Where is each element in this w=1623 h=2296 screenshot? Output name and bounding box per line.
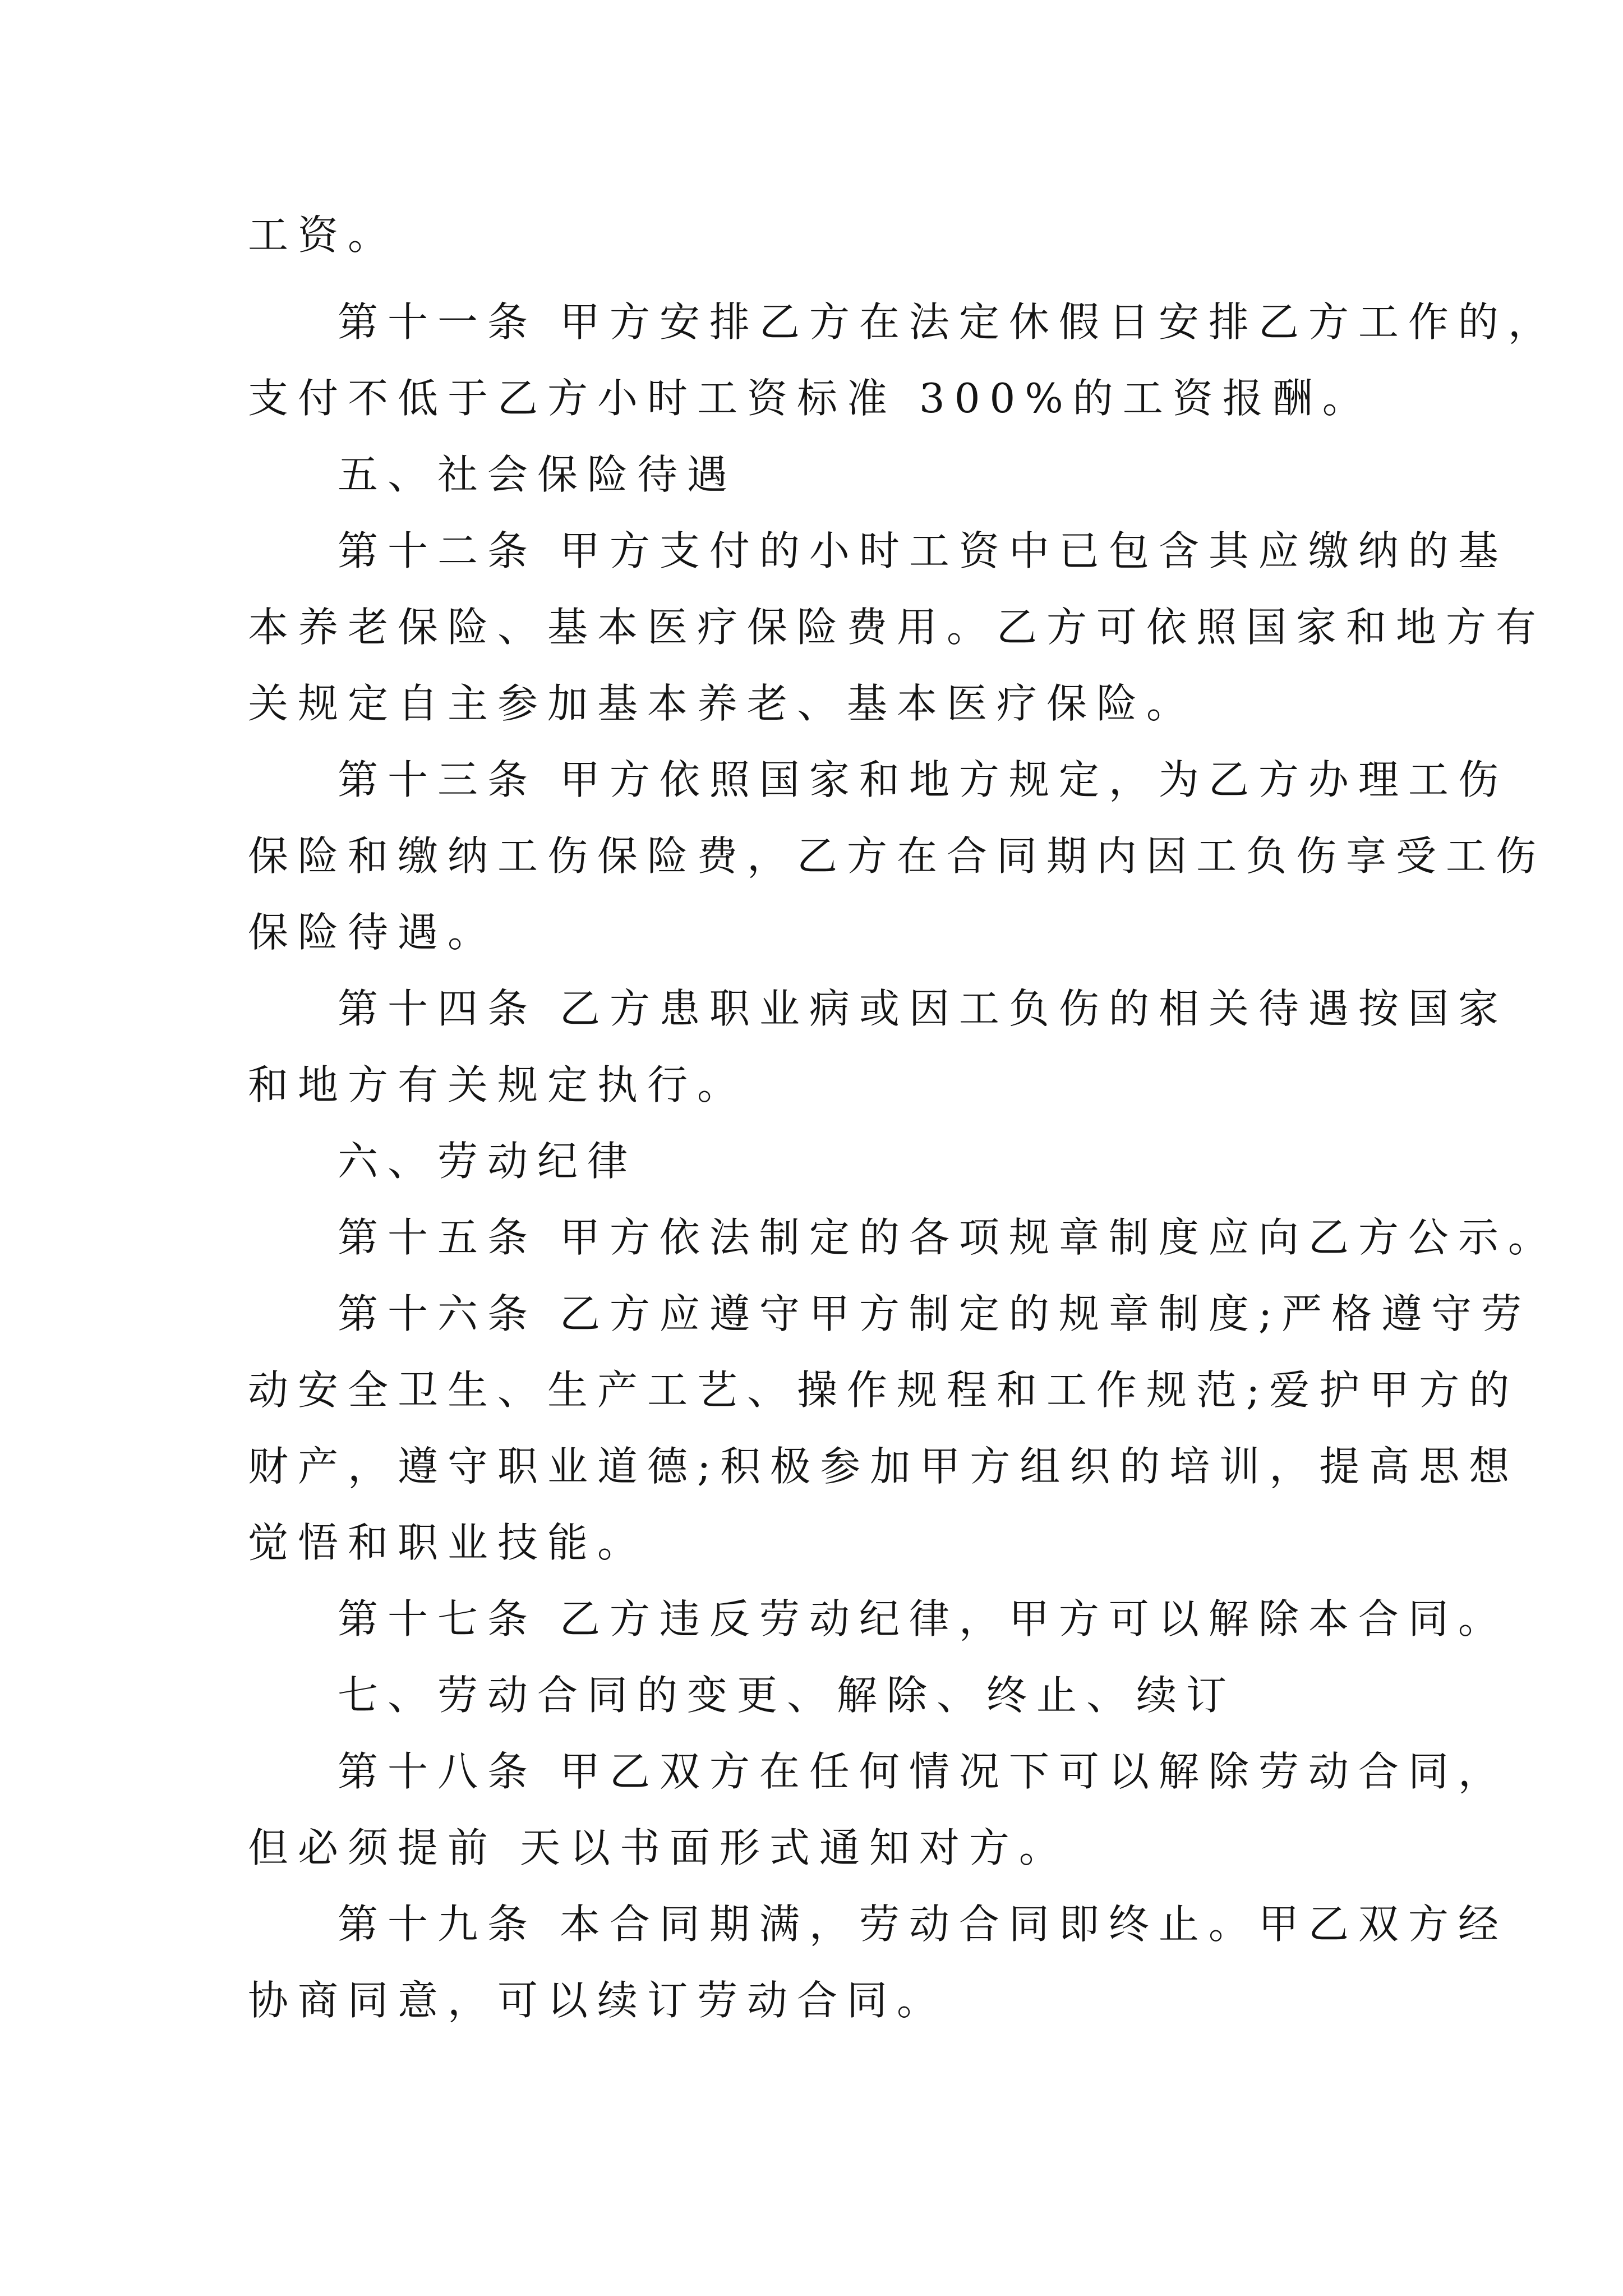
- paragraph-line: 保险和缴纳工伤保险费，乙方在合同期内因工负伤享受工伤: [248, 832, 1546, 880]
- paragraph-line: 支付不低于乙方小时工资标准 300%的工资报酬。: [248, 375, 1372, 422]
- paragraph-line: 和地方有关规定执行。: [248, 1061, 748, 1108]
- paragraph-line: 但必须提前 天以书面形式通知对方。: [248, 1824, 1069, 1871]
- section-heading: 六、劳动纪律: [338, 1138, 638, 1185]
- paragraph-line: 保险待遇。: [248, 909, 498, 956]
- paragraph-line: 第十一条 甲方安排乙方在法定休假日安排乙方工作的，: [338, 298, 1558, 346]
- section-heading: 七、劳动合同的变更、解除、终止、续订: [338, 1672, 1237, 1719]
- section-heading: 五、社会保险待遇: [338, 451, 737, 498]
- paragraph-line: 觉悟和职业技能。: [248, 1519, 648, 1566]
- paragraph-line: 工资。: [248, 211, 398, 259]
- paragraph-line: 第十七条 乙方违反劳动纪律，甲方可以解除本合同。: [338, 1595, 1508, 1642]
- paragraph-line: 关规定自主参加基本养老、基本医疗保险。: [248, 680, 1197, 727]
- paragraph-line: 第十九条 本合同期满，劳动合同即终止。甲乙双方经: [338, 1901, 1508, 1948]
- paragraph-line: 第十八条 甲乙双方在任何情况下可以解除劳动合同，: [338, 1748, 1508, 1795]
- paragraph-line: 协商同意，可以续订劳动合同。: [248, 1977, 947, 2024]
- paragraph-line: 第十六条 乙方应遵守甲方制定的规章制度;严格遵守劳: [338, 1290, 1532, 1337]
- paragraph-line: 第十五条 甲方依法制定的各项规章制度应向乙方公示。: [338, 1214, 1558, 1261]
- paragraph-line: 第十三条 甲方依照国家和地方规定，为乙方办理工伤: [338, 756, 1508, 803]
- paragraph-line: 本养老保险、基本医疗保险费用。乙方可依照国家和地方有: [248, 604, 1546, 651]
- paragraph-line: 第十二条 甲方支付的小时工资中已包含其应缴纳的基: [338, 527, 1508, 574]
- paragraph-line: 动安全卫生、生产工艺、操作规程和工作规范;爱护甲方的: [248, 1366, 1519, 1414]
- paragraph-line: 第十四条 乙方患职业病或因工负伤的相关待遇按国家: [338, 985, 1508, 1032]
- paragraph-line: 财产，遵守职业道德;积极参加甲方组织的培训，提高思想: [248, 1443, 1519, 1490]
